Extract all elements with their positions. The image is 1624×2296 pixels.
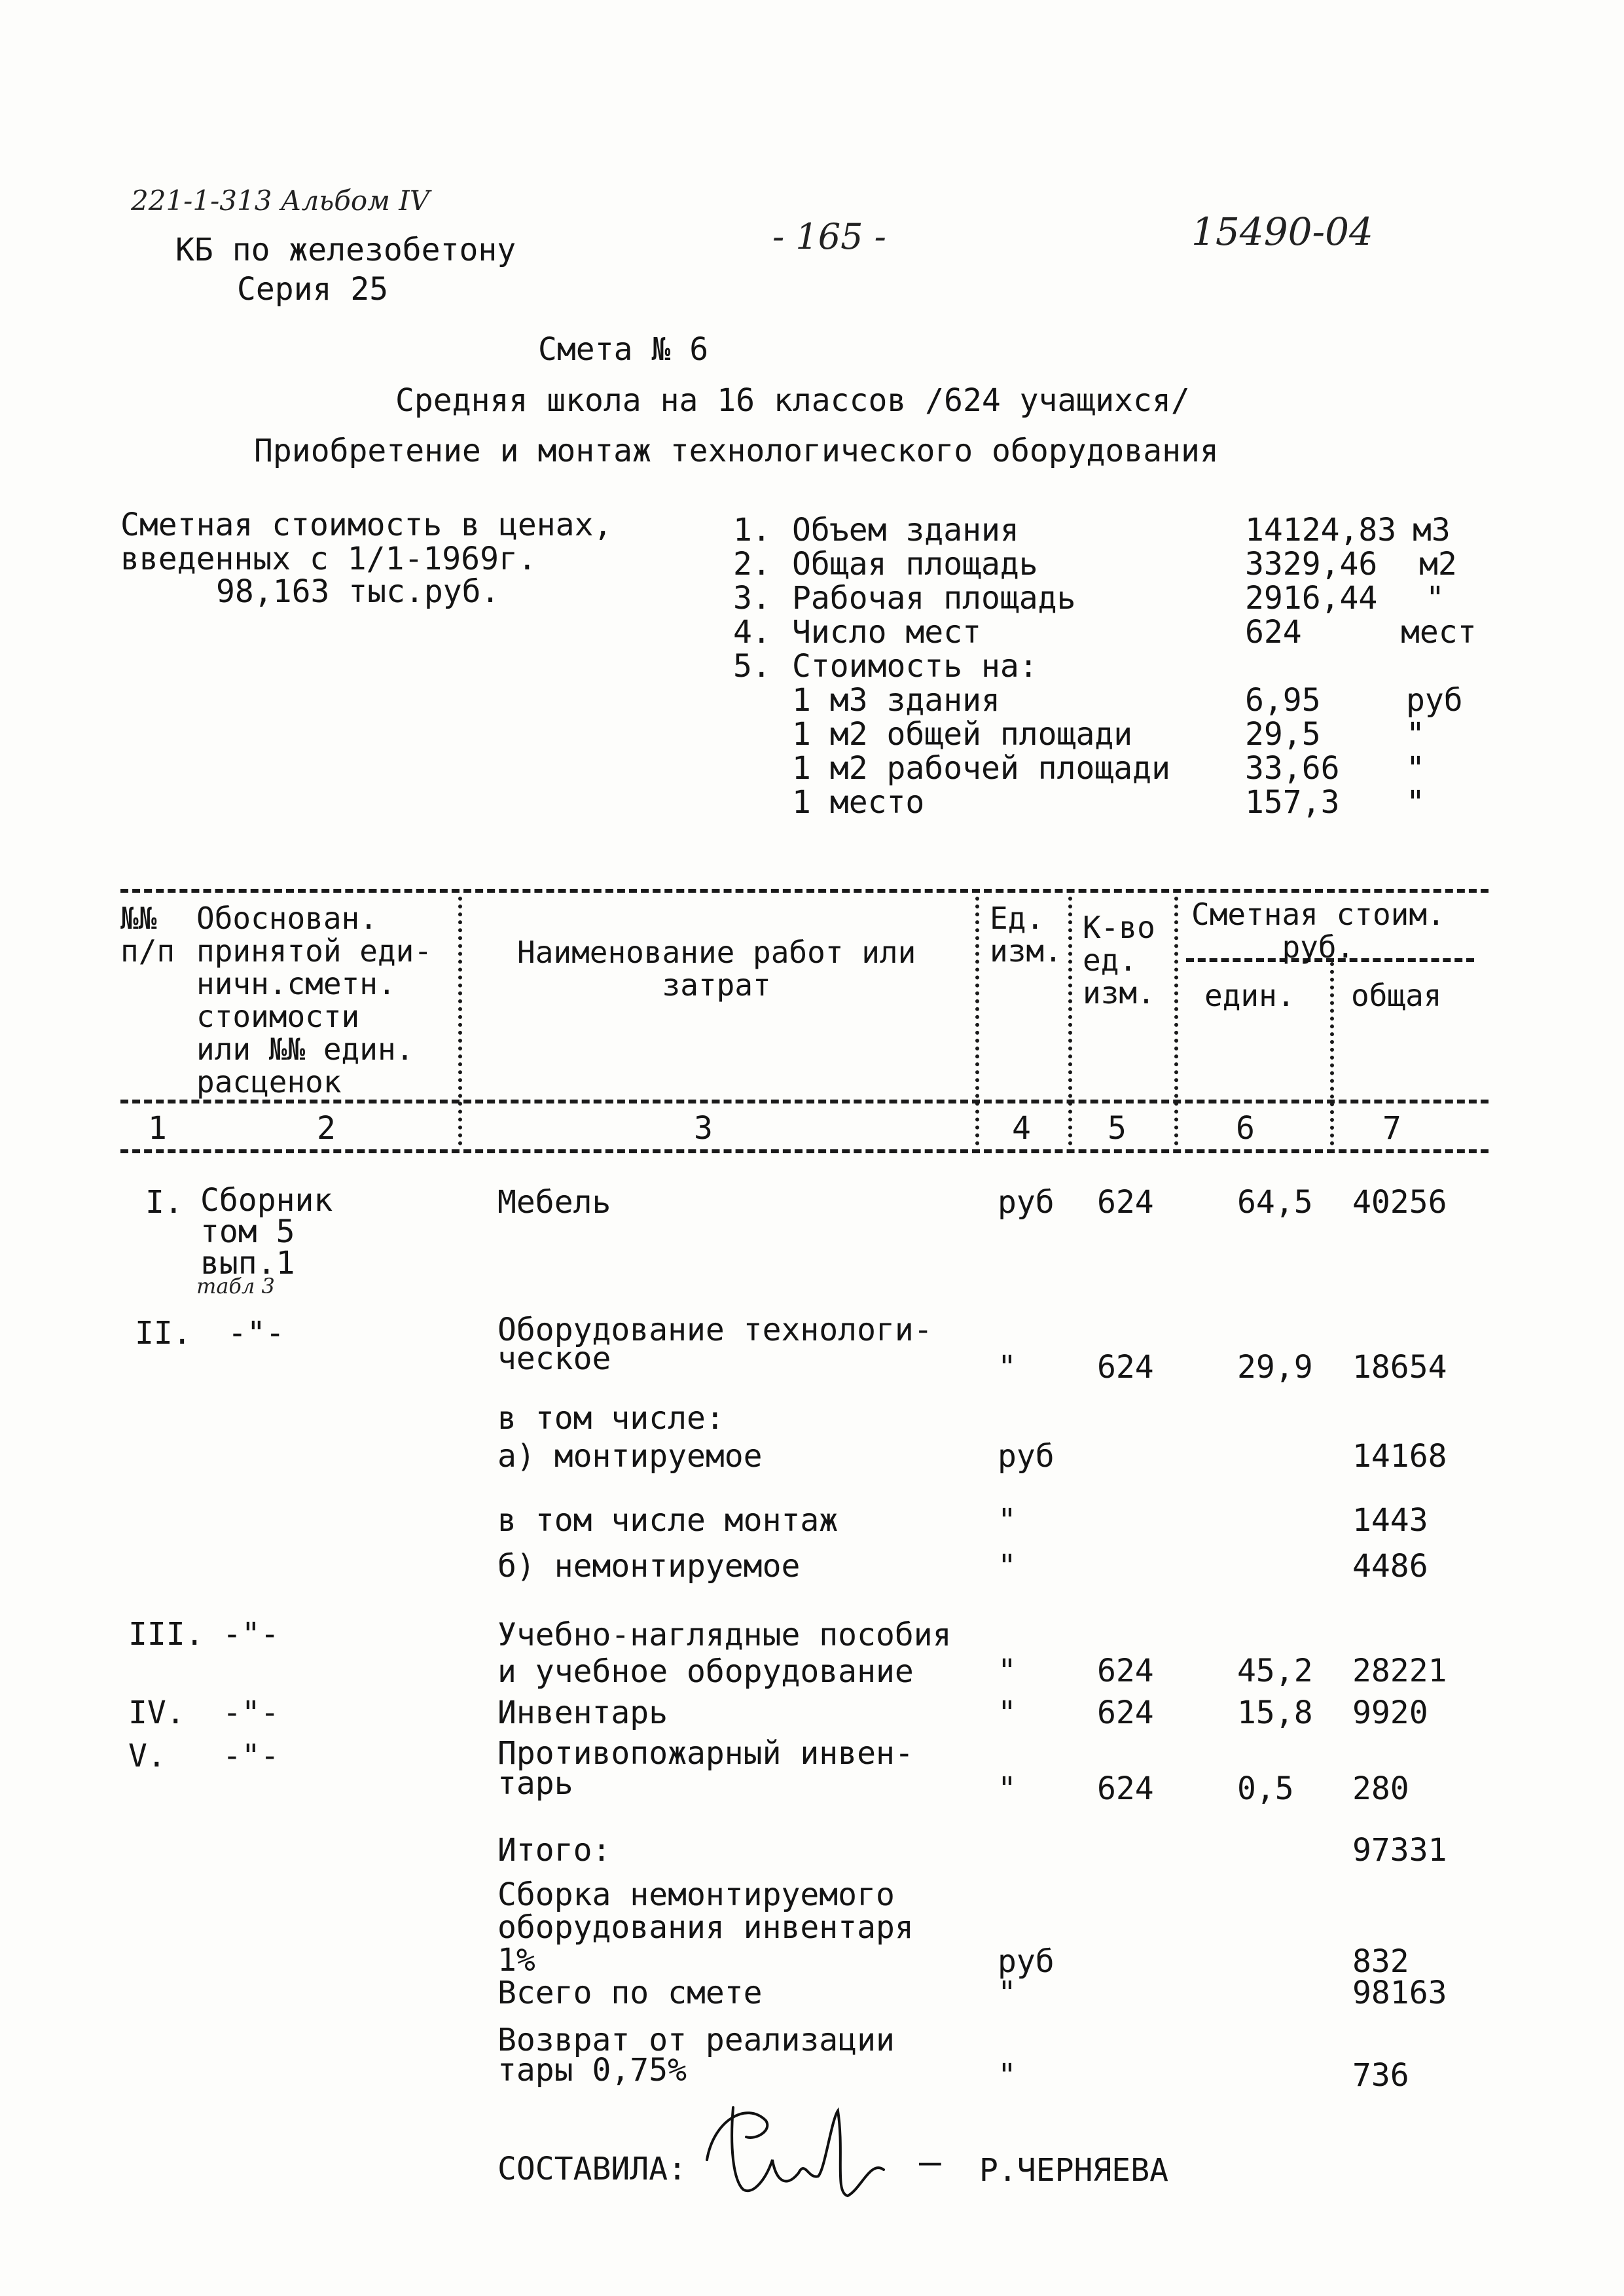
row-unit: ": [998, 2057, 1017, 2094]
row-total: 40256: [1352, 1184, 1447, 1221]
col-divider: [975, 897, 979, 1145]
row-name: в том числе:: [497, 1400, 725, 1437]
indicator-label: 1 м2 общей площади: [792, 716, 1133, 753]
row-basis: Сборник том 5 вып.1: [200, 1182, 333, 1282]
estimate-title: Смета № 6: [538, 331, 709, 368]
indicator-label: Число мест: [792, 614, 981, 651]
row-total: 28221: [1352, 1653, 1447, 1689]
row-unit: ": [998, 1548, 1017, 1585]
indicator-unit: м3: [1413, 512, 1451, 548]
row-name: а) монтируемое: [497, 1438, 763, 1475]
row-name: Учебно-наглядные пособия и учебное оборудование: [497, 1617, 952, 1690]
cost-line1: Сметная стоимость в ценах,: [120, 507, 613, 543]
indicator-value: 2916,44: [1245, 580, 1378, 617]
signature-dash: —: [919, 2141, 941, 2183]
compiled-label: СОСТАВИЛА:: [497, 2151, 687, 2187]
row-unit: ": [998, 1502, 1017, 1539]
indicator-num: 2.: [733, 546, 771, 583]
row-price: 0,5: [1237, 1770, 1294, 1807]
header-col-qty: К-во ед. изм.: [1083, 910, 1155, 1011]
row-num: I.: [145, 1184, 183, 1221]
row-total: 97331: [1352, 1832, 1447, 1869]
row-num: II.: [135, 1315, 192, 1352]
indicator-value: 33,66: [1245, 750, 1340, 787]
row-unit: ": [998, 1653, 1017, 1689]
row-unit: ": [998, 1695, 1017, 1731]
row-name: Противопожарный инвен- тарь: [497, 1735, 914, 1802]
handwritten-code: 221-1-313 Альбом IV: [131, 185, 430, 217]
row-basis: -"-: [223, 1695, 280, 1731]
row-name: в том числе монтаж: [497, 1502, 839, 1539]
row-name: б) немонтируемое: [497, 1548, 801, 1585]
row-name: Возврат от реализации тары 0,75%: [497, 2022, 895, 2089]
indicator-value: 6,95: [1245, 682, 1321, 719]
row-total: 832: [1352, 1943, 1409, 1980]
indicator-unit: мест: [1401, 614, 1477, 651]
indicator-value: 624: [1245, 614, 1302, 651]
row-total: 9920: [1352, 1695, 1428, 1731]
indicator-label: Стоимость на:: [792, 648, 1038, 685]
row-price: 45,2: [1237, 1653, 1313, 1689]
indicator-unit: м2: [1419, 546, 1457, 583]
header-bottom-rule: [120, 1100, 1489, 1103]
indicator-label: 1 м2 рабочей площади: [792, 750, 1170, 787]
col-divider: [1068, 897, 1072, 1145]
indicator-unit: ": [1406, 784, 1425, 821]
row-basis-note: табл 3: [196, 1274, 275, 1299]
row-total: 1443: [1352, 1502, 1428, 1539]
row-name: Всего по смете: [497, 1975, 763, 2011]
indicator-unit: ": [1426, 580, 1445, 617]
org-line: КБ по железобетону: [175, 232, 516, 268]
row-num: IV.: [128, 1695, 185, 1731]
row-total: 280: [1352, 1770, 1409, 1807]
header-col-cost: Сметная стоим. руб.: [1191, 897, 1445, 965]
indicator-label: Объем здания: [792, 512, 1019, 548]
row-name: Оборудование технологи- ческое: [497, 1312, 933, 1377]
row-price: 29,9: [1237, 1349, 1313, 1386]
header-col-num: №№ п/п: [120, 901, 175, 969]
row-total: 14168: [1352, 1438, 1447, 1475]
row-qty: 624: [1097, 1184, 1154, 1221]
row-total: 736: [1352, 2057, 1409, 2094]
header-col-basis: Обоснован. принятой еди- ничн.сметн. стоимости или №№ един. расценок: [196, 901, 433, 1100]
header-col-name: Наименование работ или затрат: [517, 935, 916, 1003]
row-name: Сборка немонтируемого оборудования инвентаря 1%: [497, 1876, 914, 1979]
col-divider: [458, 897, 462, 1145]
row-qty: 624: [1097, 1695, 1154, 1731]
indicator-num: 4.: [733, 614, 771, 651]
row-total: 98163: [1352, 1975, 1447, 2011]
title-line1: Средняя школа на 16 классов /624 учащихся/: [395, 382, 1190, 419]
row-qty: 624: [1097, 1770, 1154, 1807]
row-price: 64,5: [1237, 1184, 1313, 1221]
row-basis: -"-: [223, 1616, 280, 1653]
header-col-price: един.: [1204, 978, 1295, 1013]
col-number-2: 2: [317, 1110, 336, 1147]
row-name: Итого:: [497, 1832, 611, 1869]
indicator-num: 3.: [733, 580, 771, 617]
cost-line3: 98,163 тыс.руб.: [216, 573, 500, 610]
row-total: 4486: [1352, 1548, 1428, 1585]
indicator-value: 14124,83: [1245, 512, 1397, 548]
row-name: Инвентарь: [497, 1695, 668, 1731]
row-num: V.: [128, 1738, 166, 1774]
indicator-label: 1 место: [792, 784, 925, 821]
row-unit: руб: [998, 1943, 1055, 1980]
indicator-num: 1.: [733, 512, 771, 548]
col-number-4: 4: [1012, 1110, 1031, 1147]
indicator-value: 157,3: [1245, 784, 1340, 821]
page-number: - 165 -: [772, 216, 886, 257]
indicator-num: 5.: [733, 648, 771, 685]
row-qty: 624: [1097, 1653, 1154, 1689]
header-col-unit: Ед. изм.: [990, 901, 1062, 969]
col-number-3: 3: [694, 1110, 713, 1147]
row-unit: ": [998, 1349, 1017, 1386]
doc-number: 15490-04: [1191, 209, 1373, 254]
row-basis: -"-: [228, 1315, 285, 1352]
col-divider: [1330, 962, 1334, 1145]
indicator-label: Рабочая площадь: [792, 580, 1076, 617]
col-number-5: 5: [1108, 1110, 1127, 1147]
row-unit: руб: [998, 1438, 1055, 1475]
row-unit: ": [998, 1770, 1017, 1807]
indicator-label: Общая площадь: [792, 546, 1038, 583]
header-col-total: общая: [1351, 978, 1442, 1013]
series-line: Серия 25: [237, 271, 389, 308]
indicator-unit: ": [1406, 716, 1425, 753]
row-name: Мебель: [497, 1184, 611, 1221]
compiler-name: Р.ЧЕРНЯЕВА: [979, 2152, 1168, 2189]
indicator-label: 1 м3 здания: [792, 682, 1000, 719]
header-top-rule: [120, 889, 1489, 893]
numbers-bottom-rule: [120, 1149, 1489, 1153]
row-unit: ": [998, 1975, 1017, 2011]
col-number-7: 7: [1382, 1110, 1401, 1147]
row-unit: руб: [998, 1184, 1055, 1221]
cost-line2: введенных с 1/1-1969г.: [120, 541, 537, 577]
row-num: III.: [128, 1616, 204, 1653]
handwritten-signature: [694, 2081, 929, 2206]
indicator-unit: ": [1406, 750, 1425, 787]
col-divider: [1174, 897, 1178, 1145]
row-qty: 624: [1097, 1349, 1154, 1386]
col-number-6: 6: [1236, 1110, 1255, 1147]
title-line2: Приобретение и монтаж технологического оборудования: [254, 433, 1219, 469]
row-price: 15,8: [1237, 1695, 1313, 1731]
indicator-value: 29,5: [1245, 716, 1321, 753]
col-number-1: 1: [148, 1110, 167, 1147]
indicator-unit: руб: [1406, 682, 1463, 719]
indicator-value: 3329,46: [1245, 546, 1378, 583]
row-total: 18654: [1352, 1349, 1447, 1386]
row-basis: -"-: [223, 1738, 280, 1774]
